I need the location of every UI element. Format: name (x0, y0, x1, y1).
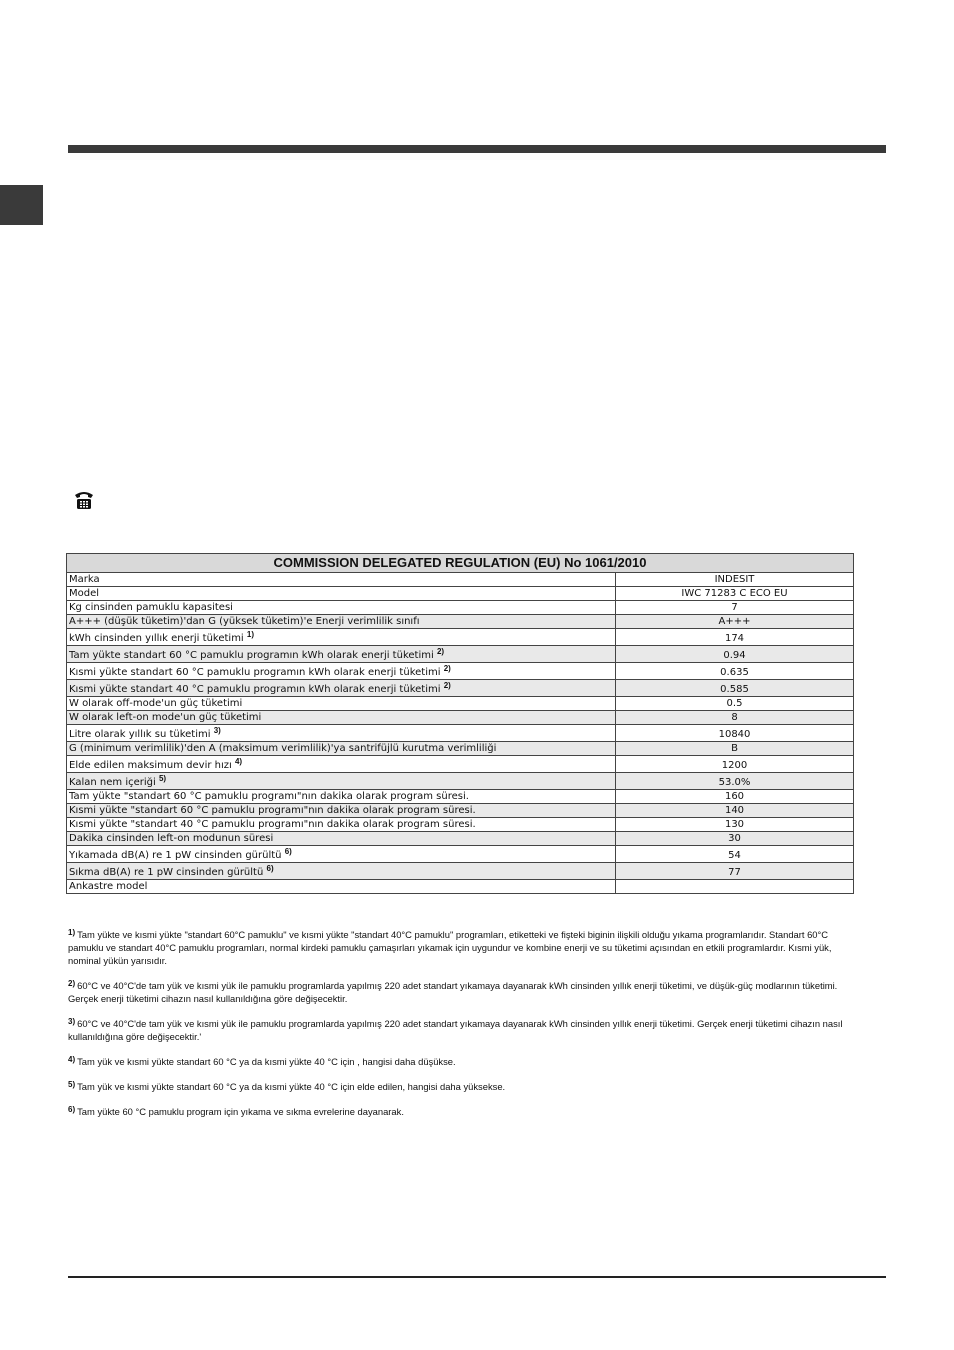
table-row (67, 711, 854, 725)
footnote-ref: 2) (443, 664, 451, 673)
footnote-ref: 1) (246, 630, 255, 639)
row-value: A+++ (616, 615, 854, 629)
footnote-ref: 4) (234, 757, 243, 766)
row-value: 7 (616, 601, 854, 615)
row-value: 54 (616, 846, 854, 863)
footnote-text: Tam yükte 60 °C pamuklu program için yıkama ve sıkma evrelerine dayanarak. (77, 1106, 404, 1117)
footnote-number: 3) (68, 1017, 76, 1026)
row-label: Sıkma dB(A) re 1 pW cinsinden gürültü $^{6)}$ (67, 863, 616, 880)
table-row (67, 697, 854, 711)
footnote-number: 1) (68, 928, 76, 937)
footnote-ref: 5) (158, 774, 167, 783)
row-label: Dakika cinsinden left-on modunun süresi (67, 832, 616, 846)
footnote-text: 60°C ve 40°C'de tam yük ve kısmi yük ile pamuklu programlarda yapılmış 220 adet standart yıkamaya dayanarak kWh cinsinden yıllık enerji tüketimi. Gerçek enerji tüketimi cihazın nasıl kullanıldığına göre değişecektir.' (68, 1018, 843, 1042)
row-value: 0.585 (616, 680, 854, 697)
row-label: W olarak left-on mode'un güç tüketimi (67, 711, 616, 725)
row-label: Litre olarak yıllık su tüketimi $^{3)}$ (67, 725, 616, 742)
row-label: A+++ (düşük tüketim)'dan G (yüksek tüketim)'e Enerji verimlilik sınıfı (67, 615, 616, 629)
row-value: 0.635 (616, 663, 854, 680)
footnote-item (68, 926, 858, 967)
row-value: 140 (616, 804, 854, 818)
table-row (67, 573, 854, 587)
footnote-item (68, 977, 858, 1005)
row-label: Tam yükte "standart 60 °C pamuklu programı"nın dakika olarak program süresi. (67, 790, 616, 804)
row-label: Kısmi yükte "standart 40 °C pamuklu programı"nın dakika olarak program süresi. (67, 818, 616, 832)
row-value: IWC 71283 C ECO EU (616, 587, 854, 601)
row-value: 130 (616, 818, 854, 832)
row-label: Elde edilen maksimum devir hızı $^{4)}$ (67, 756, 616, 773)
row-value: 0.5 (616, 697, 854, 711)
footnotes (68, 926, 858, 1118)
table-row (67, 804, 854, 818)
row-value: 8 (616, 711, 854, 725)
footnote-text: 60°C ve 40°C'de tam yük ve kısmi yük ile pamuklu programlarda yapılmış 220 adet standart yıkamaya dayanarak kWh cinsinden yıllık enerji tüketimi, ve düşük-güç modlarının tüketimi. Gerçek enerji tüketimi cihazın nasıl kullanıldığına göre değişecektir. (68, 980, 838, 1004)
table-row (67, 880, 854, 894)
table-row (67, 587, 854, 601)
row-label: Ankastre model (67, 880, 616, 894)
footnote-item (68, 1103, 858, 1118)
row-value: 77 (616, 863, 854, 880)
footnote-item (68, 1015, 858, 1043)
table-row (67, 863, 854, 880)
row-value: 10840 (616, 725, 854, 742)
table-row (67, 773, 854, 790)
row-value: 160 (616, 790, 854, 804)
footnote-ref: 6) (284, 847, 292, 856)
table-row (67, 818, 854, 832)
row-label: Model (67, 587, 616, 601)
footnote-number: 2) (68, 979, 76, 988)
footnote-text: Tam yük ve kısmi yükte standart 60 °C ya da kısmi yükte 40 °C için elde edilen, hangisi daha yüksekse. (77, 1081, 506, 1092)
row-label: W olarak off-mode'un güç tüketimi (67, 697, 616, 711)
table-row (67, 790, 854, 804)
row-value (616, 880, 854, 894)
footnote-ref: 3) (213, 726, 221, 735)
row-label: Tam yükte standart 60 °C pamuklu programın kWh olarak enerji tüketimi $^{2)}$ (67, 646, 616, 663)
footnote-number: 6) (68, 1105, 76, 1114)
row-label: Kalan nem içeriği $^{5)}$ (67, 773, 616, 790)
row-value: INDESIT (616, 573, 854, 587)
row-label: Yıkamada dB(A) re 1 pW cinsinden gürültü $^{6)}$ (67, 846, 616, 863)
table-row (67, 601, 854, 615)
row-label: kWh cinsinden yıllık enerji tüketimi $^{1)}$ (67, 629, 616, 646)
footer-rule (68, 1276, 886, 1278)
footnote-ref: 2) (443, 681, 451, 690)
row-value: 30 (616, 832, 854, 846)
row-value: B (616, 742, 854, 756)
row-value: 1200 (616, 756, 854, 773)
table-row (67, 846, 854, 863)
footnote-item (68, 1053, 858, 1068)
row-label: Kısmi yükte standart 60 °C pamuklu programın kWh olarak enerji tüketimi $^{2)}$ (67, 663, 616, 680)
table-row (67, 629, 854, 646)
row-label: Kg cinsinden pamuklu kapasitesi (67, 601, 616, 615)
language-tab-marker (0, 185, 43, 225)
footnote-ref: 2) (436, 647, 445, 656)
table-title: COMMISSION DELEGATED REGULATION (EU) No 1061/2010 (67, 554, 854, 573)
row-value: 0.94 (616, 646, 854, 663)
table-row (67, 756, 854, 773)
footnote-ref: 6) (266, 864, 274, 873)
footnote-item (68, 1078, 858, 1093)
footnote-number: 4) (68, 1055, 76, 1064)
row-label: G (minimum verimlilik)'den A (maksimum verimlilik)'ya santrifüjlü kurutma verimliliği (67, 742, 616, 756)
regulation-table (66, 553, 854, 894)
table-row (67, 742, 854, 756)
table-row (67, 615, 854, 629)
table-row (67, 646, 854, 663)
table-row (67, 680, 854, 697)
header-rule (68, 145, 886, 153)
row-label: Kısmi yükte "standart 60 °C pamuklu programı"nın dakika olarak program süresi. (67, 804, 616, 818)
row-label: Kısmi yükte standart 40 °C pamuklu programın kWh olarak enerji tüketimi $^{2)}$ (67, 680, 616, 697)
footnote-text: Tam yükte ve kısmi yükte "standart 60°C pamuklu" ve kısmi yükte "standart 40°C pamuklu" programları, etiketteki ve fişteki biginin ilişkili olduğu yıkama programlarıdır. Standart 60°C pamuklu ve standart 40°C pamuklu programları, normal kirdeki pamuklu çamaşırları yıkamak için uygundur ve kombine enerji ve su tüketimi açısından en etkili programlardır. Kısmi yük, nominal yükün yarısıdır. (68, 929, 832, 966)
row-label: Marka (67, 573, 616, 587)
telephone-icon (73, 490, 95, 510)
row-value: 53.0% (616, 773, 854, 790)
table-row (67, 725, 854, 742)
table-row (67, 663, 854, 680)
footnote-number: 5) (68, 1080, 76, 1089)
footnote-text: Tam yük ve kısmi yükte standart 60 °C ya da kısmi yükte 40 °C için , hangisi daha düşükse. (77, 1056, 456, 1067)
row-value: 174 (616, 629, 854, 646)
table-row (67, 832, 854, 846)
